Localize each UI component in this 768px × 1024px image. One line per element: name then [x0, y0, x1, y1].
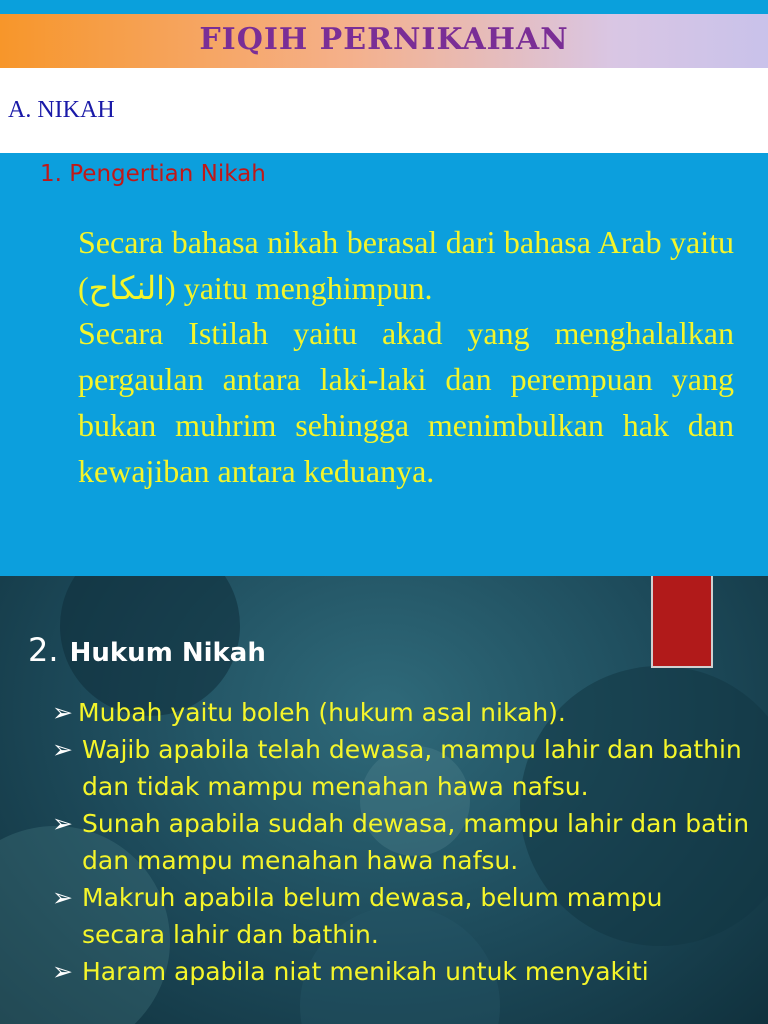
hukum-list — [52, 694, 752, 990]
top-accent-strip — [0, 0, 768, 14]
heading-label: Hukum Nikah — [69, 638, 266, 668]
arrow-bullet-icon: ➢ — [52, 957, 73, 986]
arrow-bullet-icon: ➢ — [52, 735, 73, 764]
slide-hukum — [0, 576, 768, 1024]
list-item-text: Wajib apabila telah dewasa, mampu lahir dan bathin dan tidak mampu menahan hawa nafsu. — [82, 735, 742, 801]
list-item-text: Makruh apabila belum dewasa, belum mampu secara lahir dan bathin. — [82, 883, 663, 949]
accent-bar — [651, 576, 713, 668]
heading-number: 2. — [28, 631, 59, 669]
list-item — [52, 731, 752, 805]
slide-title: FIQIH PERNIKAHAN — [199, 22, 569, 57]
list-item-text: Haram apabila niat menikah untuk menyakiti — [82, 957, 649, 986]
list-item — [52, 879, 752, 953]
list-item — [52, 953, 752, 990]
paragraph-istilah: Secara Istilah yaitu akad yang menghalalkan pergaulan antara laki-laki dan perempuan yang bukan muhrim sehingga menimbulkan hak dan kewajiban antara keduanya. — [78, 315, 734, 489]
list-item — [52, 694, 752, 731]
paragraph-bahasa: Secara bahasa nikah berasal dari bahasa Arab yaitu (النكاح) yaitu menghimpun. — [78, 224, 734, 306]
section-heading: A. NIKAH — [8, 97, 115, 123]
list-item-text: Mubah yaitu boleh (hukum asal nikah). — [78, 698, 566, 727]
arrow-bullet-icon: ➢ — [52, 809, 73, 838]
arrow-bullet-icon: ➢ — [52, 698, 73, 727]
list-item-text: Sunah apabila sudah dewasa, mampu lahir dan batin dan mampu menahan hawa nafsu. — [82, 809, 750, 875]
hukum-heading — [28, 631, 266, 669]
list-item — [52, 805, 752, 879]
subheading-pengertian: 1. Pengertian Nikah — [40, 161, 266, 187]
arrow-bullet-icon: ➢ — [52, 883, 73, 912]
